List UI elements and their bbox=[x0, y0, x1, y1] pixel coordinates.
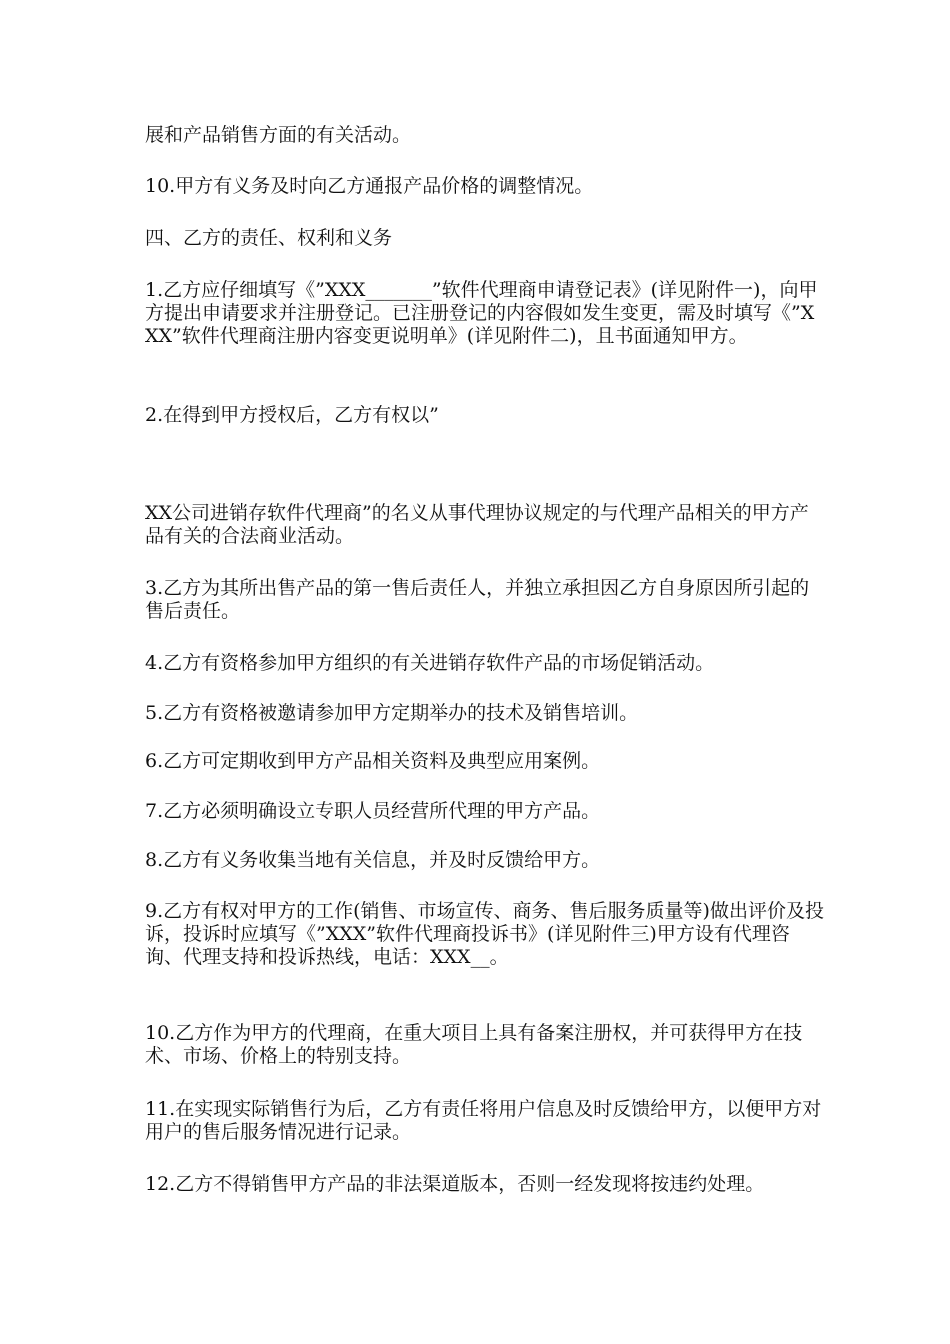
paragraph-item-3: 3.乙方为其所出售产品的第一售后责任人，并独立承担因乙方自身原因所引起的售后责任。 bbox=[145, 577, 810, 622]
section-heading-party-b: 四、乙方的责任、权利和义务 bbox=[145, 227, 393, 249]
paragraph-item-9: 9.乙方有权对甲方的工作(销售、市场宣传、商务、售后服务质量等)做出评价及投诉，投诉时应填写《”XXX”软件代理商投诉书》(详见附件三)甲方设有代理咨询、代理支持和投诉热线，电话：XXX__。 bbox=[145, 900, 824, 968]
paragraph-item-8: 8.乙方有义务收集当地有关信息，并及时反馈给甲方。 bbox=[145, 849, 601, 871]
paragraph-item-1: 1.乙方应仔细填写《”XXX_______”软件代理商申请登记表》(详见附件一)，向甲方提出申请要求并注册登记。已注册登记的内容假如发生变更，需及时填写《”XXX”软件代理商注册内容变更说明单》(详见附件二)，且书面通知甲方。 bbox=[145, 279, 818, 347]
paragraph-item-2: 2.在得到甲方授权后，乙方有权以” bbox=[145, 404, 439, 426]
paragraph-item-6: 6.乙方可定期收到甲方产品相关资料及典型应用案例。 bbox=[145, 750, 601, 772]
paragraph-item-5: 5.乙方有资格被邀请参加甲方定期举办的技术及销售培训。 bbox=[145, 702, 639, 724]
paragraph-continuation: 展和产品销售方面的有关活动。 bbox=[145, 124, 412, 146]
paragraph-item-10-party-b: 10.乙方作为甲方的代理商，在重大项目上具有备案注册权，并可获得甲方在技术、市场、价格上的特别支持。 bbox=[145, 1022, 803, 1067]
paragraph-item-12: 12.乙方不得销售甲方产品的非法渠道版本，否则一经发现将按违约处理。 bbox=[145, 1173, 765, 1195]
paragraph-item-7: 7.乙方必须明确设立专职人员经营所代理的甲方产品。 bbox=[145, 800, 601, 822]
paragraph-item-11: 11.在实现实际销售行为后，乙方有责任将用户信息及时反馈给甲方，以便甲方对用户的售后服务情况进行记录。 bbox=[145, 1098, 822, 1143]
paragraph-item-4: 4.乙方有资格参加甲方组织的有关进销存软件产品的市场促销活动。 bbox=[145, 652, 715, 674]
paragraph-item-2-continued: XX公司进销存软件代理商”的名义从事代理协议规定的与代理产品相关的甲方产品有关的合法商业活动。 bbox=[145, 502, 809, 547]
paragraph-item-10-party-a: 10.甲方有义务及时向乙方通报产品价格的调整情况。 bbox=[145, 175, 594, 197]
